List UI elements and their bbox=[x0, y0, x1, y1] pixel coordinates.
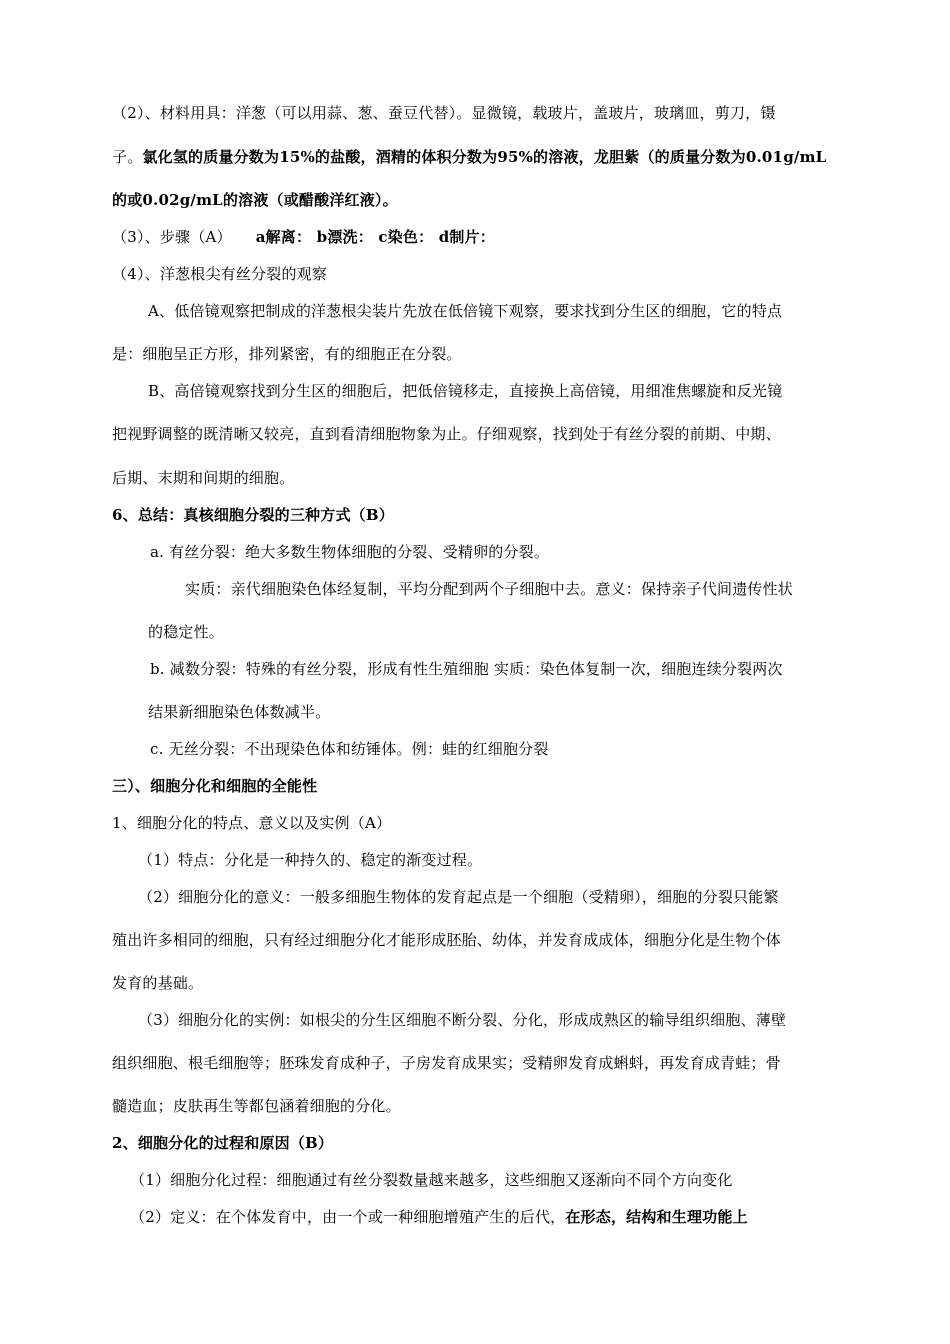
paragraph-line: A、低倍镜观察把制成的洋葱根尖装片先放在低倍镜下观察，要求找到分生区的细胞，它的特点 bbox=[148, 302, 783, 320]
list-item: b. 减数分裂：特殊的有丝分裂，形成有性生殖细胞 实质：染色体复制一次，细胞连续分裂两次 bbox=[150, 660, 783, 678]
paragraph-line: 把视野调整的既清晰又较亮，直到看清细胞物象为止。仔细观察，找到处于有丝分裂的前期、中期、 bbox=[112, 425, 781, 443]
paragraph-line: （1）特点：分化是一种持久的、稳定的渐变过程。 bbox=[138, 851, 483, 869]
section-heading: 6、总结：真核细胞分裂的三种方式（B） bbox=[112, 506, 394, 524]
paragraph-line: 组织细胞、根毛细胞等；胚珠发育成种子，子房发育成果实；受精卵发育成蝌蚪，再发育成青蛙；骨 bbox=[112, 1054, 781, 1072]
paragraph-line: 实质：亲代细胞染色体经复制，平均分配到两个子细胞中去。意义：保持亲子代间遗传性状 bbox=[185, 580, 794, 598]
paragraph-line: 后期、末期和间期的细胞。 bbox=[112, 469, 295, 487]
text-run: （2）定义：在个体发育中，由一个或一种细胞增殖产生的后代， bbox=[130, 1208, 566, 1226]
reagents-line bbox=[112, 146, 826, 168]
observation-heading: （4）、洋葱根尖有丝分裂的观察 bbox=[112, 265, 328, 283]
paragraph-line: 发育的基础。 bbox=[112, 974, 204, 992]
section-heading: 2、细胞分化的过程和原因（B） bbox=[112, 1134, 334, 1152]
paragraph-line: B、高倍镜观察找到分生区的细胞后，把低倍镜移走，直接换上高倍镜，用细准焦螺旋和反光镜 bbox=[148, 382, 783, 400]
bold-text-run: 氯化氢的质量分数为15%的盐酸，酒精的体积分数为95%的溶液，龙胆紫（的质量分数为0.01g/mL bbox=[142, 148, 827, 166]
paragraph-line: 殖出许多相同的细胞，只有经过细胞分化才能形成胚胎、幼体，并发育成成体，细胞分化是生物个体 bbox=[112, 931, 781, 949]
paragraph-line: （3）细胞分化的实例：如根尖的分生区细胞不断分裂、分化，形成成熟区的输导组织细胞、薄壁 bbox=[138, 1011, 787, 1029]
paragraph-line: 髓造血；皮肤再生等都包涵着细胞的分化。 bbox=[112, 1097, 401, 1115]
reagents-line-cont: 的或0.02g/mL的溶液（或醋酸洋红液）。 bbox=[112, 191, 398, 209]
definition-line bbox=[130, 1206, 748, 1228]
text-run: 子。 bbox=[112, 148, 143, 166]
paragraph-line: 结果新细胞染色体数减半。 bbox=[148, 703, 331, 721]
paragraph-line: 是：细胞呈正方形，排列紧密，有的细胞正在分裂。 bbox=[112, 345, 462, 363]
subsection-heading: 1、细胞分化的特点、意义以及实例（A） bbox=[112, 814, 392, 832]
material-tools-line: （2）、材料用具：洋葱（可以用蒜、葱、蚕豆代替）。显微镜，载玻片，盖玻片，玻璃皿，剪刀，镊 bbox=[112, 104, 776, 122]
bold-text-run: 在形态，结构和生理功能上 bbox=[565, 1208, 748, 1226]
paragraph-line: 的稳定性。 bbox=[148, 623, 225, 641]
list-item: a. 有丝分裂：绝大多数生物体细胞的分裂、受精卵的分裂。 bbox=[150, 543, 550, 561]
section-heading: 三）、细胞分化和细胞的全能性 bbox=[112, 777, 318, 795]
text-run: （3）、步骤（A） bbox=[112, 228, 232, 246]
bold-text-run: a解离： b漂洗： c染色： d制片： bbox=[255, 228, 495, 246]
paragraph-line: （2）细胞分化的意义：一般多细胞生物体的发育起点是一个细胞（受精卵），细胞的分裂只能繁 bbox=[138, 888, 779, 906]
list-item: c. 无丝分裂：不出现染色体和纺锤体。例：蛙的红细胞分裂 bbox=[150, 740, 549, 758]
paragraph-line: （1）细胞分化过程：细胞通过有丝分裂数量越来越多，这些细胞又逐渐向不同个方向变化 bbox=[130, 1171, 733, 1189]
steps-line bbox=[112, 226, 495, 248]
